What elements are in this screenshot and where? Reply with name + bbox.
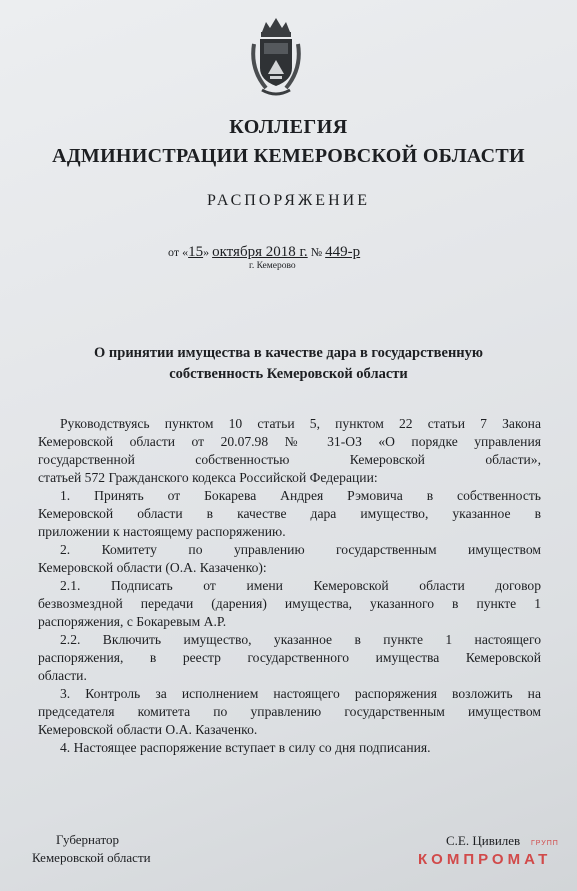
item-line: распоряжения, в реестр государственного имущества Кемеровской bbox=[38, 650, 541, 665]
watermark-small-text: ГРУПП bbox=[531, 840, 559, 847]
item-2-2-paragraph bbox=[38, 631, 541, 685]
date-number-line bbox=[168, 244, 360, 261]
item-3-paragraph bbox=[38, 685, 541, 739]
document-number: 449-р bbox=[325, 244, 361, 260]
preamble-line: государственной собственностью Кемеровской области», bbox=[38, 452, 541, 467]
preamble-paragraph bbox=[38, 415, 541, 487]
item-2-paragraph bbox=[38, 541, 541, 577]
preamble-line: Руководствуясь пунктом 10 статьи 5, пунктом 22 статьи 7 Закона bbox=[60, 416, 541, 431]
item-line: 2.1. Подписать от имени Кемеровской области договор bbox=[60, 578, 541, 593]
preamble-line: статьей 572 Гражданского кодекса Российской Федерации: bbox=[38, 470, 378, 485]
subject-line1: О принятии имущества в качестве дара в государственную bbox=[94, 345, 483, 361]
item-line: Кемеровской области в качестве дара имущество, указанное в bbox=[38, 506, 541, 521]
item-line: области. bbox=[38, 668, 87, 683]
date-month-year: октября 2018 г. bbox=[212, 244, 308, 260]
date-day: 15 bbox=[188, 244, 204, 260]
signatory-name: С.Е. Цивилев bbox=[446, 833, 521, 848]
item-line: 2. Комитету по управлению государственным имуществом bbox=[60, 542, 541, 557]
date-mid: » bbox=[203, 245, 210, 259]
signatory-title-line1: Губернатор bbox=[56, 832, 119, 847]
item-line: председателя комитета по управлению государственным имуществом bbox=[38, 704, 541, 719]
item-line: распоряжения, с Бокаревым А.Р. bbox=[38, 614, 227, 629]
preamble-line: Кемеровской области от 20.07.98 № 31-ОЗ «О порядке управления bbox=[38, 434, 541, 449]
item-line: 1. Принять от Бокарева Андрея Рэмовича в собственность bbox=[60, 488, 541, 503]
city: г. Кемерово bbox=[249, 261, 296, 271]
item-line: Кемеровской области (О.А. Казаченко): bbox=[38, 560, 267, 575]
date-prefix: от « bbox=[168, 245, 189, 259]
watermark-text: КОМПРОМАТ bbox=[418, 851, 552, 868]
item-line: Кемеровской области О.А. Казаченко. bbox=[38, 722, 258, 737]
subject-line2: собственность Кемеровской области bbox=[169, 366, 408, 382]
item-line: 2.2. Включить имущество, указанное в пункте 1 настоящего bbox=[60, 632, 541, 647]
item-1-paragraph bbox=[38, 487, 541, 541]
document-body bbox=[38, 415, 541, 757]
item-4-paragraph bbox=[38, 739, 541, 757]
subject-heading bbox=[40, 343, 537, 385]
signatory-title-line2: Кемеровской области bbox=[32, 850, 151, 865]
signatory-title bbox=[32, 831, 151, 867]
number-prefix: № bbox=[310, 245, 323, 259]
item-line: безвозмездной передачи (дарения) имущества, указанного в пункте 1 bbox=[38, 596, 541, 611]
org-title-line1: КОЛЛЕГИЯ bbox=[229, 116, 348, 138]
item-2-1-paragraph bbox=[38, 577, 541, 631]
coat-of-arms-icon bbox=[248, 14, 304, 100]
item-line: 3. Контроль за исполнением настоящего распоряжения возложить на bbox=[60, 686, 541, 701]
org-title-line2: АДМИНИСТРАЦИИ КЕМЕРОВСКОЙ ОБЛАСТИ bbox=[52, 145, 525, 167]
document-type: РАСПОРЯЖЕНИЕ bbox=[207, 192, 370, 209]
item-line: 4. Настоящее распоряжение вступает в силу со дня подписания. bbox=[60, 740, 431, 755]
item-line: приложении к настоящему распоряжению. bbox=[38, 524, 286, 539]
